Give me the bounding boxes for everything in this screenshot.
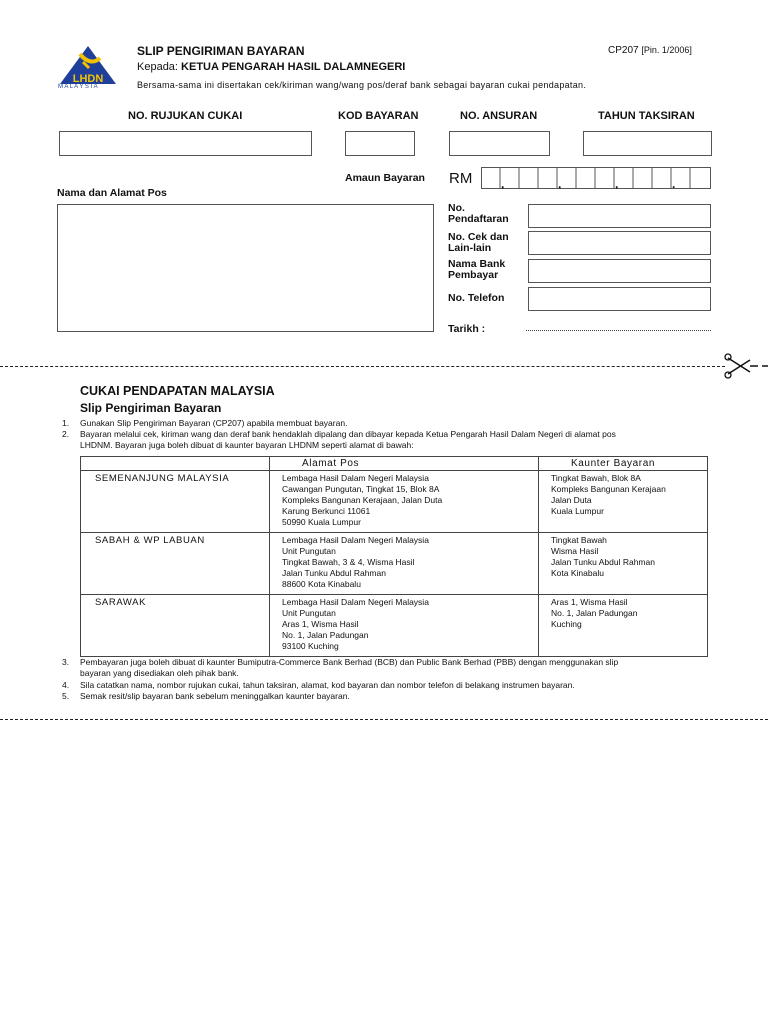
pendaftaran-label: No. Pendaftaran [448,202,509,225]
bank-label: Nama Bank Pembayar [448,258,506,281]
kaunter-cell: Aras 1, Wisma Hasil No. 1, Jalan Padungan Kuching [539,595,708,657]
no-ansuran-label: NO. ANSURAN [460,110,538,122]
no-ansuran-input[interactable] [449,131,550,156]
form-version: [Pin. 1/2006] [641,45,692,55]
region-column-header [81,457,270,471]
logo-subtext: M A L A Y S I A [58,84,98,90]
kaunter-cell: Tingkat Bawah, Blok 8A Kompleks Bangunan Kerajaan Jalan Duta Kuala Lumpur [539,471,708,533]
alamat-cell: Lembaga Hasil Dalam Negeri Malaysia Unit Pungutan Tingkat Bawah, 3 & 4, Wisma Hasil Jalan Tunku Abdul Rahman 88600 Kota Kinabalu [270,533,539,595]
note-3: 3. Pembayaran juga boleh dibuat di kaunter Bumiputra-Commerce Bank Berhad (BCB) dan Public Bank Berhad (PBB) dengan menggunakan slip bayaran yang disediakan oleh pihak bank. [62,657,619,678]
info-title: CUKAI PENDAPATAN MALAYSIA [80,384,275,398]
lhdn-logo [56,44,120,94]
svg-text:,: , [501,177,505,189]
cek-label: No. Cek dan Lain-lain [448,231,509,254]
note-5: 5. Semak resit/slip bayaran bank sebelum meninggalkan kaunter bayaran. [62,691,350,701]
bank-input[interactable] [528,259,711,283]
rujukan-cukai-label: NO. RUJUKAN CUKAI [128,110,243,122]
kaunter-cell: Tingkat Bawah Wisma Hasil Jalan Tunku Abdul Rahman Kota Kinabalu [539,533,708,595]
amount-digit-boxes[interactable] [481,167,711,189]
svg-text:,: , [558,177,562,189]
region-cell: SABAH & WP LABUAN [81,533,270,595]
tarikh-label: Tarikh : [448,323,486,335]
nama-alamat-label: Nama dan Alamat Pos [57,187,167,199]
telefon-label: No. Telefon [448,292,505,304]
nama-alamat-input[interactable] [57,204,434,332]
kod-bayaran-input[interactable] [345,131,415,156]
kepada-label: Kepada: [137,61,178,73]
region-cell: SEMENANJUNG MALAYSIA [81,471,270,533]
scissors-icon [724,352,768,380]
alamat-cell: Lembaga Hasil Dalam Negeri Malaysia Cawangan Pungutan, Tingkat 15, Blok 8A Kompleks Bangunan Kerajaan, Jalan Duta Karung Berkunci 11061 50990 Kuala Lumpur [270,471,539,533]
amaun-bayaran-label: Amaun Bayaran [345,172,425,184]
table-row [81,533,708,595]
table-row [81,595,708,657]
kaunter-column-header: Kaunter Bayaran [539,457,708,471]
note-1: 1. Gunakan Slip Pengiriman Bayaran (CP207) apabila membuat bayaran. [62,418,348,428]
svg-text:.: . [672,177,676,189]
address-table-header [81,457,708,471]
kepada-line [137,61,405,73]
intro-text: Bersama-sama ini disertakan cek/kiriman wang/wang pos/deraf bank sebagai bayaran cukai pendapatan. [137,80,587,90]
cut-line-top [0,366,725,367]
table-row [81,471,708,533]
tahun-taksiran-input[interactable] [583,131,712,156]
telefon-input[interactable] [528,287,711,311]
info-subtitle: Slip Pengiriman Bayaran [80,401,222,415]
region-cell: SARAWAK [81,595,270,657]
note-4: 4. Sila catatkan nama, nombor rujukan cukai, tahun taksiran, alamat, kod bayaran dan nombor telefon di belakang instrumen bayaran. [62,680,575,690]
svg-text:,: , [615,177,619,189]
cut-line-bottom [0,719,768,720]
tarikh-input-line[interactable] [526,330,711,331]
tahun-taksiran-label: TAHUN TAKSIRAN [598,110,695,122]
form-code [608,45,692,56]
kepada-value: KETUA PENGARAH HASIL DALAMNEGERI [181,61,406,73]
alamat-column-header: Alamat Pos [270,457,539,471]
address-table [80,456,708,657]
kod-bayaran-label: KOD BAYARAN [338,110,419,122]
pendaftaran-input[interactable] [528,204,711,228]
note-2: 2. Bayaran melalui cek, kiriman wang dan deraf bank hendaklah dipalang dan dibayar kepada Ketua Pengarah Hasil Dalam Negeri di alamat pos LHDNM. Bayaran juga boleh dibuat di kaunter bayaran LHDNM seperti alamat di bawah: [62,429,616,450]
cek-input[interactable] [528,231,711,255]
form-code-number: CP207 [608,45,639,56]
logo-text: LHDN [72,73,104,85]
currency-label: RM [449,170,473,187]
rujukan-cukai-input[interactable] [59,131,312,156]
alamat-cell: Lembaga Hasil Dalam Negeri Malaysia Unit Pungutan Aras 1, Wisma Hasil No. 1, Jalan Padungan 93100 Kuching [270,595,539,657]
form-title: SLIP PENGIRIMAN BAYARAN [137,44,305,58]
